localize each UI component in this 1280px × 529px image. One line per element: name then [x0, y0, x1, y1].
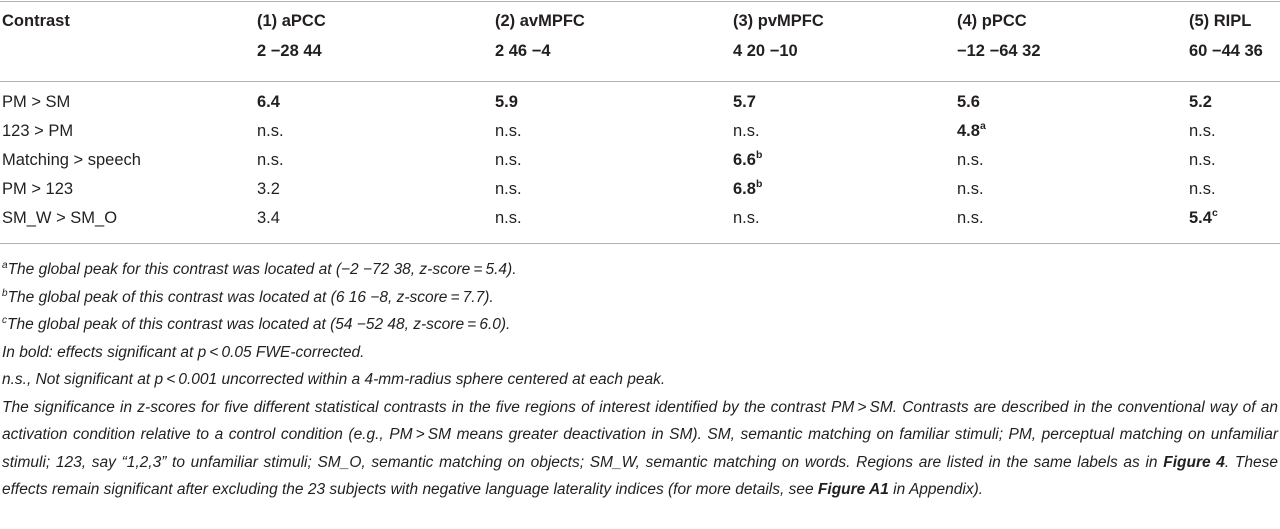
table-row: [0, 175, 1280, 204]
caption-text: . These effects remain significant after excluding the 23 subjects with negative language laterality indices (for more details, see: [2, 453, 1278, 498]
table-cell: [495, 88, 518, 117]
z-score-value: 6.4: [257, 93, 280, 111]
table-cell: [1189, 117, 1216, 146]
row-contrast-label: SM_W > SM_O: [2, 209, 118, 227]
header-region-4: [957, 6, 1041, 66]
footnote-c: [2, 311, 1278, 339]
z-score-value: 5.6: [957, 93, 980, 111]
z-score-value: n.s.: [495, 180, 522, 198]
z-score-value: n.s.: [257, 151, 284, 169]
table-cell: [957, 146, 984, 175]
z-score-value: 6.8: [733, 180, 756, 198]
region-coords: 60 −44 36: [1189, 42, 1263, 60]
footnote-text: The global peak of this contrast was located at (54 −52 48, z-score = 6.0).: [7, 316, 511, 333]
z-score-value: n.s.: [1189, 151, 1216, 169]
table-cell: [257, 88, 280, 117]
footnote-text: The global peak of this contrast was located at (6 16 −8, z-score = 7.7).: [7, 288, 494, 306]
footnote-ref: a: [979, 119, 986, 132]
z-score-value: n.s.: [957, 209, 984, 227]
table-row: [0, 88, 1280, 117]
z-score-value: n.s.: [733, 122, 760, 140]
table-cell: [495, 204, 522, 233]
region-coords: 2 46 −4: [495, 42, 551, 60]
footnote-ref: b: [755, 148, 763, 161]
table-cell: [495, 146, 522, 175]
table-cell: [1189, 204, 1218, 233]
z-score-value: 4.8: [957, 122, 980, 140]
z-score-value: 6.6: [733, 151, 756, 169]
z-score-value: n.s.: [957, 180, 984, 198]
table-cell: [957, 88, 980, 117]
z-score-value: n.s.: [495, 122, 522, 140]
z-score-value: n.s.: [495, 209, 522, 227]
table-cell: [957, 175, 984, 204]
z-score-value: 5.4: [1189, 209, 1212, 227]
caption-text: The significance in z-scores for five different statistical contrasts in the five regions of interest identified by the contrast PM > SM. Contrasts are described in the conventional way of an activation condition relative to a control condition (e.g., PM > SM means greater deactivation in SM). SM, semantic matching on familiar stimuli; PM, perceptual matching on unfamiliar stimuli; 123, say “1,2,3” to unfamiliar stimuli; SM_O, semantic matching on objects; SM_W, semantic matching on words. Regions are listed in the same labels as in: [2, 398, 1278, 471]
table-row: [0, 146, 1280, 175]
region-name: (4) pPCC: [957, 12, 1027, 30]
z-score-value: n.s.: [1189, 122, 1216, 140]
header-region-2: [495, 6, 585, 66]
table-cell: [495, 117, 522, 146]
z-score-value: 5.7: [733, 93, 756, 111]
z-score-value: 3.4: [257, 209, 280, 227]
table-cell: [733, 175, 762, 204]
table-cell: [733, 204, 760, 233]
header-region-1: [257, 6, 326, 66]
figure-4-link[interactable]: Figure 4: [1163, 453, 1225, 471]
table-cell: [257, 204, 280, 233]
z-score-value: n.s.: [733, 209, 760, 227]
row-contrast-label: PM > SM: [2, 93, 71, 111]
z-score-value: 3.2: [257, 180, 280, 198]
header-rule: [0, 81, 1280, 82]
region-coords: 4 20 −10: [733, 42, 798, 60]
table-cell: [495, 175, 522, 204]
figure-a1-link[interactable]: Figure A1: [817, 481, 889, 498]
footnote-mark: a: [2, 259, 8, 271]
table-cell: [1189, 175, 1216, 204]
region-coords: −12 −64 32: [957, 42, 1041, 60]
table-bottom-rule: [0, 243, 1280, 244]
caption-text: in Appendix).: [888, 481, 984, 498]
header-region-5: [1189, 6, 1263, 66]
region-name: (3) pvMPFC: [733, 12, 824, 30]
table-notes: [2, 256, 1278, 504]
table-cell: [733, 146, 762, 175]
row-contrast-label: 123 > PM: [2, 122, 74, 140]
table-cell: [1189, 146, 1216, 175]
table-caption: [2, 394, 1278, 504]
table-row: [0, 204, 1280, 233]
region-name: (2) avMPFC: [495, 12, 585, 30]
footnote-mark: b: [2, 287, 8, 299]
table-cell: [257, 117, 284, 146]
table-cell: [957, 204, 984, 233]
table-cell: [733, 88, 756, 117]
table-top-rule: [0, 1, 1280, 2]
bold-note: In bold: effects significant at p < 0.05 FWE-corrected.: [2, 343, 365, 361]
z-score-value: n.s.: [1189, 180, 1216, 198]
row-contrast-label: Matching > speech: [2, 151, 141, 169]
footnote-a: [2, 256, 1278, 284]
header-contrast: [2, 6, 70, 36]
table-cell: [733, 117, 760, 146]
table-cell: [257, 146, 284, 175]
footnote-b: [2, 284, 1278, 312]
z-score-value: n.s.: [495, 151, 522, 169]
z-score-value: n.s.: [257, 122, 284, 140]
region-coords: 2 −28 44: [257, 42, 322, 60]
header-region-3: [733, 6, 824, 66]
table-row: [0, 117, 1280, 146]
ns-note: n.s., Not significant at p < 0.001 uncorrected within a 4-mm-radius sphere centered at each peak.: [2, 371, 666, 388]
footnote-text: The global peak for this contrast was located at (−2 −72 38, z-score = 5.4).: [7, 261, 517, 278]
footnote-mark: c: [2, 314, 7, 326]
z-score-value: 5.9: [495, 93, 518, 111]
z-score-value: n.s.: [957, 151, 984, 169]
footnote-ref: c: [1211, 206, 1218, 219]
region-name: (1) aPCC: [257, 12, 326, 30]
header-contrast-label: Contrast: [2, 12, 70, 30]
z-score-value: 5.2: [1189, 93, 1212, 111]
table-cell: [957, 117, 986, 146]
table-cell: [257, 175, 280, 204]
table-cell: [1189, 88, 1212, 117]
footnote-ref: b: [755, 177, 763, 190]
region-name: (5) RIPL: [1189, 12, 1252, 30]
row-contrast-label: PM > 123: [2, 180, 74, 198]
